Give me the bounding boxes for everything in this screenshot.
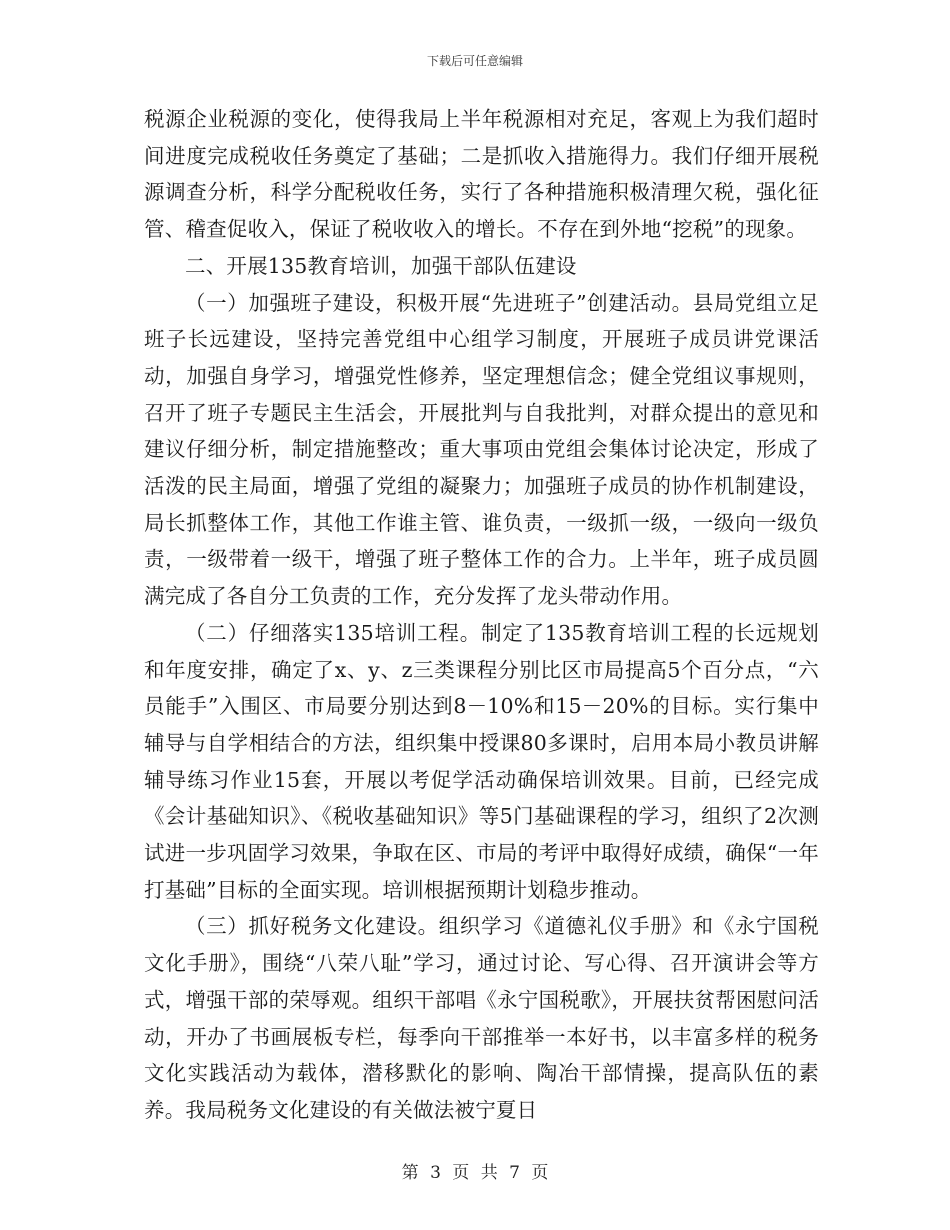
paragraph-135-training: （二）仔细落实135培训工程。制定了135教育培训工程的长远规划和年度安排，确定了x、y、z三类课程分别比区市局提高5个百分点，“六员能手”入围区、市局要分别达到8－10%和15－20%的目标。实行集中辅导与自学相结合的方法，组织集中授课80多课时，启用本局小教员讲解辅导练习作业15套，开展以考促学活动确保培训效果。目前，已经完成《会计基础知识》、《税收基础知识》等5门基础课程的学习，组织了2次测试进一步巩固学习效果，争取在区、市局的考评中取得好成绩，确保“一年打基础”目标的全面实现。培训根据预期计划稳步推动。 [144, 620, 819, 902]
document-body [144, 101, 819, 1129]
paragraph-tax-culture: （三）抓好税务文化建设。组织学习《道德礼仪手册》和《永宁国税文化手册》，围绕“八荣八耻”学习，通过讨论、写心得、召开演讲会等方式，增强干部的荣辱观。组织干部唱《永宁国税歌》，开展扶贫帮困慰问活动，开办了书画展板专栏，每季向干部推举一本好书，以丰富多样的税务文化实践活动为载体，潜移默化的影响、陶冶干部情操，提高队伍的素养。我局税务文化建设的有关做法被宁夏日 [144, 914, 819, 1122]
page-number-footer: 第 3 页 共 7 页 [401, 1163, 549, 1183]
page-header-note: 下载后可任意编辑 [426, 54, 523, 68]
section-heading-training: 二、开展135教育培训，加强干部队伍建设 [185, 253, 577, 278]
paragraph-tax-source: 税源企业税源的变化，使得我局上半年税源相对充足，客观上为我们超时间进度完成税收任务奠定了基础；二是抓收入措施得力。我们仔细开展税源调查分析，科学分配税收任务，实行了各种措施积极清理欠税，强化征管、稽查促收入，保证了税收收入的增长。不存在到外地“挖税”的现象。 [144, 107, 819, 242]
paragraph-team-building: （一）加强班子建设，积极开展“先进班子”创建活动。县局党组立足班子长远建设，坚持完善党组中心组学习制度，开展班子成员讲党课活动，加强自身学习，增强党性修养，坚定理想信念；健全党组议事规则，召开了班子专题民主生活会，开展批判与自我批判，对群众提出的意见和建议仔细分析，制定措施整改；重大事项由党组会集体讨论决定，形成了活泼的民主局面，增强了党组的凝聚力；加强班子成员的协作机制建设，局长抓整体工作，其他工作谁主管、谁负责，一级抓一级，一级向一级负责，一级带着一级干，增强了班子整体工作的合力。上半年，班子成员圆满完成了各自分工负责的工作，充分发挥了龙头带动作用。 [144, 290, 819, 609]
